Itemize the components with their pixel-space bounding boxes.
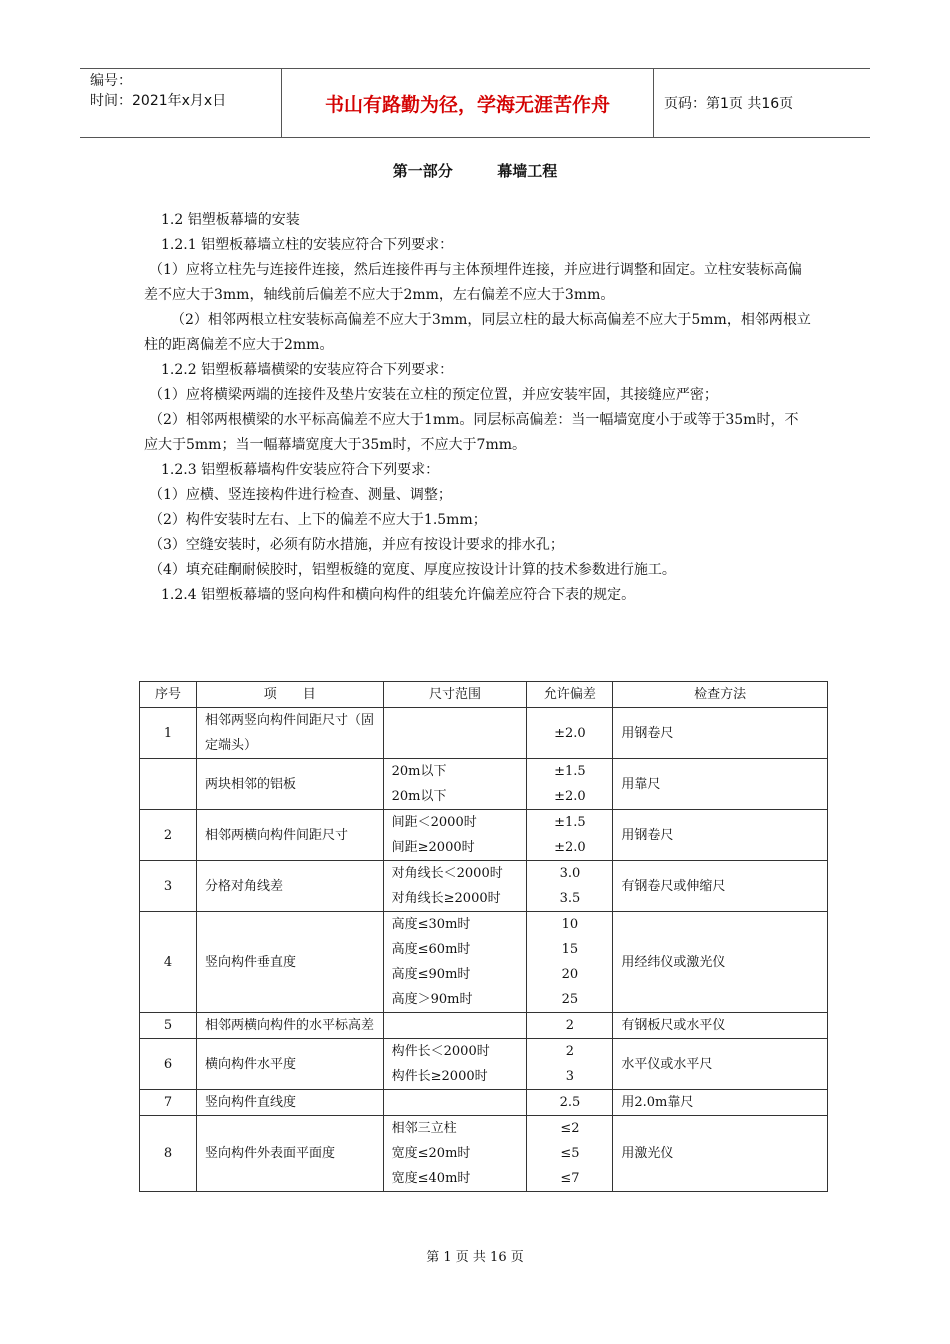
header-page-label: 页码：第1页 共16页: [664, 96, 794, 112]
range-line: 间距≥2000时: [391, 840, 475, 855]
row-method: 用经纬仪或激光仪: [613, 912, 828, 1013]
section-title: [0, 160, 950, 181]
row-item: 分格对角线差: [196, 861, 383, 912]
range-line: 20m以下: [391, 764, 447, 779]
paragraph: （1）应将横梁两端的连接件及垫片安装在立柱的预定位置，并应安装牢固，其接缝应严密；: [149, 387, 718, 403]
row-method: 用钢卷尺: [613, 810, 828, 861]
table-row: [140, 912, 828, 1013]
row-no: 3: [140, 861, 197, 912]
row-range: [383, 912, 527, 1013]
table-row: [140, 810, 828, 861]
header-no: 序号: [140, 682, 197, 708]
paragraph: 1.2.2 铝塑板幕墙横梁的安装应符合下列要求：: [161, 362, 454, 378]
range-line: 相邻三立柱: [391, 1121, 457, 1136]
row-item: 竖向构件垂直度: [196, 912, 383, 1013]
tolerance-line: 10: [561, 917, 579, 932]
row-method: 用钢卷尺: [613, 708, 828, 759]
row-range: [383, 759, 527, 810]
row-method: 用激光仪: [613, 1116, 828, 1192]
row-tolerance: [527, 861, 613, 912]
row-no: 2: [140, 810, 197, 861]
row-no: [140, 759, 197, 810]
paragraph: 1.2 铝塑板幕墙的安装: [161, 212, 300, 228]
row-no: 4: [140, 912, 197, 1013]
header-range: 尺寸范围: [383, 682, 527, 708]
tolerance-line: ≤2: [560, 1121, 580, 1136]
paragraph: 1.2.3 铝塑板幕墙构件安装应符合下列要求：: [161, 462, 440, 478]
row-tolerance: [527, 708, 613, 759]
range-line: 对角线长＜2000时: [391, 866, 503, 881]
tolerance-line: 2: [565, 1018, 575, 1033]
row-no: 5: [140, 1013, 197, 1039]
row-tolerance: [527, 759, 613, 810]
header-item: 项 目: [196, 682, 383, 708]
table-row: [140, 1116, 828, 1192]
range-line: 高度≤60m时: [391, 942, 471, 957]
row-item: 相邻两竖向构件间距尺寸（固定端头）: [196, 708, 383, 759]
doc-number-label: 编号：: [90, 73, 132, 89]
range-line: 宽度≤20m时: [391, 1146, 471, 1161]
paragraph: （1）应横、竖连接构件进行检查、测量、调整；: [149, 487, 452, 503]
table-row: [140, 1013, 828, 1039]
header-tolerance: 允许偏差: [527, 682, 613, 708]
table-row: [140, 759, 828, 810]
row-tolerance: [527, 1013, 613, 1039]
range-line: 宽度≤40m时: [391, 1171, 471, 1186]
row-range: [383, 1039, 527, 1090]
tolerance-line: 3: [565, 1069, 575, 1084]
paragraph: （1）应将立柱先与连接件连接，然后连接件再与主体预埋件连接，并应进行调整和固定。立柱安装标高偏差不应大于3mm，轴线前后偏差不应大于2mm，左右偏差不应大于3mm。: [144, 262, 802, 303]
row-method: 用靠尺: [613, 759, 828, 810]
tolerance-line: ±2.0: [554, 789, 586, 804]
paragraph: （2）相邻两根立柱安装标高偏差不应大于3mm，同层立柱的最大标高偏差不应大于5mm，相邻两根立柱的距离偏差不应大于2mm。: [144, 312, 811, 353]
tolerance-line: ±2.0: [554, 840, 586, 855]
row-no: 6: [140, 1039, 197, 1090]
tolerance-line: ±1.5: [554, 764, 586, 779]
row-range: [383, 861, 527, 912]
paragraph: 1.2.1 铝塑板幕墙立柱的安装应符合下列要求：: [161, 237, 454, 253]
row-range: [383, 810, 527, 861]
tolerance-line: ≤7: [560, 1171, 580, 1186]
tolerance-line: ±1.5: [554, 815, 586, 830]
header-method: 检查方法: [613, 682, 828, 708]
paragraph: （2）相邻两根横梁的水平标高偏差不应大于1mm。同层标高偏差：当一幅墙宽度小于或等于35m时，不应大于5mm；当一幅幕墙宽度大于35m时，不应大于7mm。: [144, 412, 799, 453]
paragraph: （2）构件安装时左右、上下的偏差不应大于1.5mm；: [149, 512, 487, 528]
tolerance-line: 20: [561, 967, 579, 982]
page-header: [80, 68, 870, 138]
range-line: 高度＞90m时: [391, 992, 473, 1007]
row-tolerance: [527, 1090, 613, 1116]
row-method: 用2.0m靠尺: [613, 1090, 828, 1116]
tolerance-line: 15: [561, 942, 579, 957]
row-no: 8: [140, 1116, 197, 1192]
tolerance-line: ≤5: [560, 1146, 580, 1161]
row-item: 相邻两横向构件间距尺寸: [196, 810, 383, 861]
range-line: 20m以下: [391, 789, 447, 804]
row-no: 7: [140, 1090, 197, 1116]
range-line: 间距＜2000时: [391, 815, 477, 830]
row-item: 横向构件水平度: [196, 1039, 383, 1090]
range-line: 对角线长≥2000时: [391, 891, 501, 906]
row-tolerance: [527, 1039, 613, 1090]
paragraph: （4）填充硅酮耐候胶时，铝塑板缝的宽度、厚度应按设计计算的技术参数进行施工。: [149, 562, 676, 578]
row-tolerance: [527, 810, 613, 861]
range-line: 高度≤90m时: [391, 967, 471, 982]
document-body: [144, 208, 812, 608]
header-motto: 书山有路勤为径，学海无涯苦作舟: [282, 69, 654, 137]
row-method: 水平仪或水平尺: [613, 1039, 828, 1090]
range-line: 高度≤30m时: [391, 917, 471, 932]
tolerance-line: 3.0: [559, 866, 581, 881]
tolerance-table: [139, 681, 828, 1192]
row-tolerance: [527, 1116, 613, 1192]
section-name: 幕墙工程: [497, 162, 558, 180]
row-item: 相邻两横向构件的水平标高差: [196, 1013, 383, 1039]
table-row: [140, 708, 828, 759]
tolerance-line: 2.5: [559, 1095, 581, 1110]
tolerance-line: ±2.0: [554, 725, 586, 741]
row-method: 有钢板尺或水平仪: [613, 1013, 828, 1039]
tolerance-line: 3.5: [559, 891, 581, 906]
tolerance-line: 2: [565, 1044, 575, 1059]
row-range: [383, 1013, 527, 1039]
doc-time-label: 时间：2021年x月x日: [90, 93, 227, 109]
table-header-row: [140, 682, 828, 708]
row-method: 有钢卷尺或伸缩尺: [613, 861, 828, 912]
range-line: 构件长≥2000时: [391, 1069, 488, 1084]
row-no: 1: [140, 708, 197, 759]
page-footer: 第 1 页 共 16 页: [426, 1250, 524, 1265]
tolerance-line: 25: [561, 992, 579, 1007]
table-row: [140, 1039, 828, 1090]
paragraph: 1.2.4 铝塑板幕墙的竖向构件和横向构件的组装允许偏差应符合下表的规定。: [161, 587, 636, 603]
row-range: [383, 708, 527, 759]
header-meta: [80, 69, 282, 137]
section-part: 第一部分: [392, 162, 453, 180]
range-line: 构件长＜2000时: [391, 1044, 490, 1059]
table-row: [140, 1090, 828, 1116]
row-range: [383, 1116, 527, 1192]
row-tolerance: [527, 912, 613, 1013]
row-item: 竖向构件直线度: [196, 1090, 383, 1116]
row-item: 竖向构件外表面平面度: [196, 1116, 383, 1192]
row-item: 两块相邻的铝板: [196, 759, 383, 810]
row-range: [383, 1090, 527, 1116]
table-row: [140, 861, 828, 912]
paragraph: （3）空缝安装时，必须有防水措施，并应有按设计要求的排水孔；: [149, 537, 564, 553]
